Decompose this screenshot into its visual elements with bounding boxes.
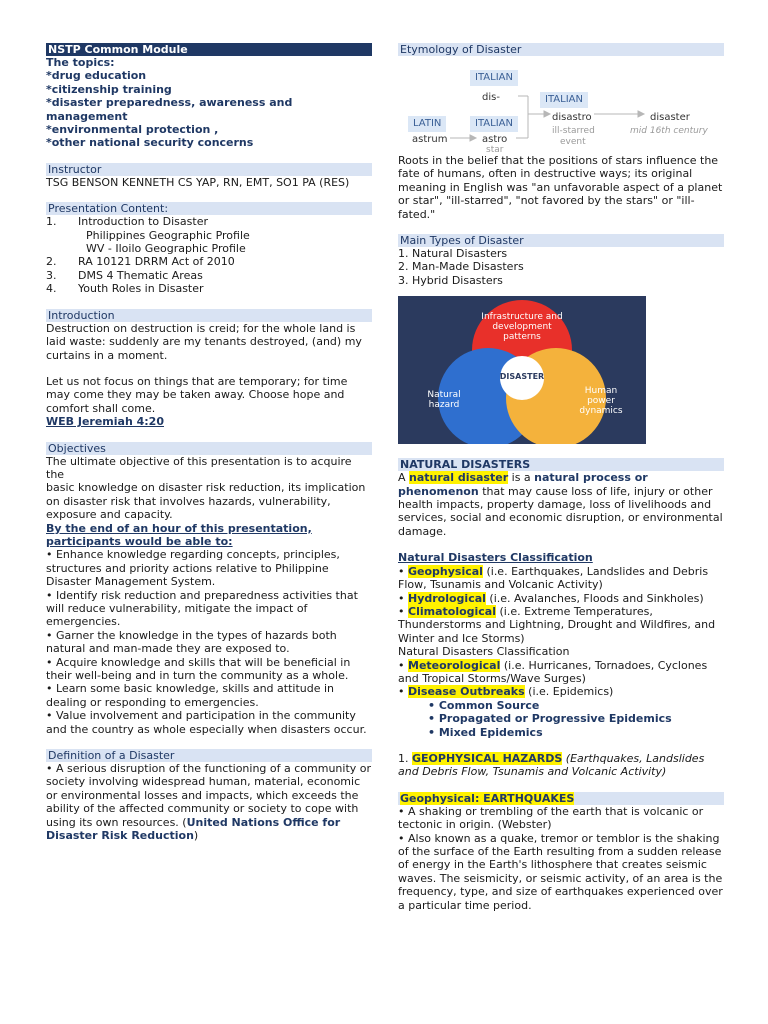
ety-disastro: disastro: [552, 112, 592, 123]
presentation-item: [46, 242, 372, 255]
types-header: Main Types of Disaster: [398, 234, 724, 247]
objective-item: • Value involvement and participation in the community and the country as whole especially when disasters occur.: [46, 709, 367, 736]
classification-highlight: Hydrological: [408, 591, 486, 605]
geophysical-hazards-line: [398, 752, 724, 779]
presentation-item-text: RA 10121 DRRM Act of 2010: [78, 255, 235, 269]
venn-center-label: DISASTER: [499, 372, 545, 382]
classification-repeat: Natural Disasters Classification: [398, 645, 570, 659]
intro-header: Introduction: [46, 309, 372, 322]
ety-astro: astro: [482, 134, 508, 145]
type-item: 2. Man-Made Disasters: [398, 260, 524, 274]
ety-astrum: astrum: [412, 134, 448, 145]
classification-rest: (i.e. Epidemics): [524, 685, 614, 699]
etymology-diagram: [398, 56, 724, 155]
intro-paragraph-1: Destruction on destruction is creid; for the whole land is laid waste: suddenly are my tenants destroyed, (and) my curtains in a moment.: [46, 321, 362, 362]
definition-body: • A serious disruption of the functioning of a community or society involving widespread human, material, economic or environmental losses and impacts, which exceeds the ability of the affected community or society to cope with using its own resources. (: [46, 762, 372, 829]
types-list: [398, 247, 724, 287]
ety-disaster: disaster: [650, 112, 690, 123]
epidemic-item: • Mixed Epidemics: [428, 725, 543, 739]
natural-definition: [398, 471, 724, 538]
earthquake-p2: • Also known as a quake, tremor or temblor is the shaking of the surface of the Earth resulting from a sudden release of energy in the Earth's lithosphere that creates seismic waves. The seismicity, or seismic activity, of an area is the frequency, type, and size of earthquakes experienced over a particular time period.: [398, 831, 723, 912]
topic-item: *environmental protection ,: [46, 123, 219, 137]
natural-disasters-header: NATURAL DISASTERS: [398, 458, 724, 471]
natural-pre: A: [398, 471, 410, 485]
objectives-paragraph-1: The ultimate objective of this presentation is to acquire the: [46, 454, 352, 481]
venn-top-label: Infrastructure and development patterns: [481, 312, 563, 343]
ety-latin: LATIN: [408, 116, 446, 132]
classification-item: • Hydrological (i.e. Avalanches, Floods and Sinkholes): [398, 591, 704, 605]
topic-item: *disaster preparedness, awareness and management: [46, 96, 293, 123]
objective-item: • Garner the knowledge in the types of hazards both natural and man-made they are exposed to.: [46, 628, 337, 656]
earthquakes-header: [398, 792, 724, 805]
instructor-header: Instructor: [46, 163, 372, 176]
presentation-list: [46, 215, 372, 295]
type-item: 3. Hybrid Disasters: [398, 273, 503, 287]
presentation-item-number: 1.: [46, 215, 57, 229]
presentation-item-number: [46, 229, 70, 242]
etymology-text: Roots in the belief that the positions of stars influence the fate of humans, often in destructive ways; its original meaning in English was "an unfavorable aspect of a planet or star", "ill-starred", "not favored by the stars" or "ill-fated.": [398, 154, 723, 221]
classification-rest: (i.e. Avalanches, Floods and Sinkholes): [485, 591, 704, 605]
ety-star: star: [486, 145, 504, 155]
venn-left-label: Natural hazard: [427, 390, 461, 411]
ety-mid-16th-century: mid 16th century: [630, 126, 708, 136]
ety-ill-starred: ill-starred: [552, 126, 595, 136]
presentation-item-number: [46, 242, 70, 255]
classification-highlight: Climatological: [408, 604, 496, 618]
classification-list: [398, 565, 724, 645]
classification-item: • Disease Outbreaks (i.e. Epidemics): [398, 685, 614, 699]
definition-header: Definition of a Disaster: [46, 749, 372, 762]
presentation-item-text: Youth Roles in Disaster: [78, 282, 204, 296]
definition-close: ): [193, 829, 199, 843]
natural-bold: natural process or phenomenon: [398, 471, 648, 498]
objective-item: • Identify risk reduction and preparedness activities that will reduce vulnerability, mitigate the impact of emergencies.: [46, 588, 358, 629]
presentation-item-number: 3.: [46, 268, 57, 282]
classification-item: • Climatological (i.e. Extreme Temperatures, Thunderstorms and Lightning, Drought and Wildfires, and Winter and Ice Storms): [398, 604, 716, 645]
natural-rest: that may cause loss of life, injury or other health impacts, property damage, loss of livelihoods and services, social and economic disruption, or environmental damage.: [398, 484, 723, 538]
classification-rest: (i.e. Earthquakes, Landslides and Debris Flow, Tsunamis and Volcanic Activity): [398, 564, 709, 592]
type-item: 1. Natural Disasters: [398, 247, 508, 261]
left-column: [46, 43, 372, 843]
presentation-item: [46, 255, 372, 268]
classification-list-2: [398, 659, 724, 699]
disaster-venn-diagram: [398, 296, 646, 444]
classification-highlight: Geophysical: [408, 564, 483, 578]
presentation-item: [46, 282, 372, 295]
classification-item: • Geophysical (i.e. Earthquakes, Landslides and Debris Flow, Tsunamis and Volcanic Activity): [398, 564, 709, 592]
topic-item: *other national security concerns: [46, 136, 254, 150]
geo-rest: (Earthquakes, Landslides and Debris Flow, Tsunamis and Volcanic Activity): [398, 751, 705, 779]
intro-reference-link[interactable]: WEB Jeremiah 4:20: [46, 415, 164, 429]
right-column: [398, 43, 724, 912]
presentation-item-text: DMS 4 Thematic Areas: [78, 268, 203, 282]
definition-text: [46, 762, 372, 842]
natural-highlight: natural disaster: [409, 471, 509, 485]
objectives-paragraph-2: basic knowledge on disaster risk reduction, its implication on disaster risk that involves hazards, vulnerability, exposure and capacity.: [46, 481, 366, 522]
etymology-header: Etymology of Disaster: [398, 43, 724, 56]
classification-item: • Meteorological (i.e. Hurricanes, Tornadoes, Cyclones and Tropical Storms/Wave Surges): [398, 658, 708, 685]
epidemics-list: [398, 699, 724, 739]
earthquakes-header-text: Geophysical: EARTHQUAKES: [400, 791, 575, 805]
presentation-item: [46, 269, 372, 282]
epidemic-item: • Propagated or Progressive Epidemics: [428, 712, 672, 726]
classification-highlight: Disease Outbreaks: [408, 685, 525, 699]
topic-item: *citizenship training: [46, 82, 172, 96]
presentation-item: [46, 215, 372, 228]
presentation-item-text: Introduction to Disaster: [78, 215, 208, 229]
module-header: NSTP Common Module: [46, 43, 372, 56]
geo-num: 1.: [398, 751, 412, 765]
presentation-item: [46, 229, 372, 242]
venn-right-label: Human power dynamics: [579, 386, 623, 417]
presentation-item-text: Philippines Geographic Profile: [86, 228, 250, 242]
earthquake-p1: • A shaking or trembling of the earth that is volcanic or tectonic in origin. (Webster): [398, 804, 704, 832]
classification-title: Natural Disasters Classification: [398, 551, 593, 565]
objective-item: • Acquire knowledge and skills that will be beneficial in their well-being and in turn the community as a whole.: [46, 655, 351, 683]
epidemic-item: • Common Source: [428, 698, 540, 712]
definition-source: United Nations Office for Disaster Risk Reduction: [46, 815, 341, 843]
topics-title: The topics:: [46, 56, 115, 69]
objective-item: • Enhance knowledge regarding concepts, principles, structures and priority actions relative to Philippine Disaster Management System.: [46, 548, 340, 589]
objectives-header: Objectives: [46, 442, 372, 455]
ety-italian-1: ITALIAN: [470, 70, 518, 86]
classification-rest: (i.e. Hurricanes, Tornadoes, Cyclones and Tropical Storms/Wave Surges): [398, 658, 708, 685]
topic-item: *drug education: [46, 69, 147, 83]
instructor-name: TSG BENSON KENNETH CS YAP, RN, EMT, SO1 PA (RES): [46, 175, 350, 189]
objectives-list: [46, 548, 372, 736]
presentation-item-number: 4.: [46, 282, 57, 296]
natural-mid: is a: [508, 471, 535, 485]
ety-event: event: [560, 137, 586, 147]
ety-dis: dis-: [482, 92, 500, 103]
objective-item: • Learn some basic knowledge, skills and attitude in dealing or responding to emergencies.: [46, 682, 335, 709]
classification-rest: (i.e. Extreme Temperatures, Thunderstorms and Lightning, Drought and Wildfires, and Winter and Ice Storms): [398, 604, 716, 645]
topics-list: [46, 69, 372, 149]
presentation-item-text: WV - Iloilo Geographic Profile: [86, 242, 246, 256]
geo-highlight: GEOPHYSICAL HAZARDS: [412, 751, 563, 765]
objectives-lead: By the end of an hour of this presentation, participants would be able to:: [46, 521, 312, 548]
intro-paragraph-2: Let us not focus on things that are temporary; for time may come they may be taken away. Choose hope and comfort shall come.: [46, 374, 348, 415]
ety-italian-2: ITALIAN: [540, 92, 588, 108]
ety-italian-3: ITALIAN: [470, 116, 518, 132]
classification-highlight: Meteorological: [408, 658, 501, 672]
presentation-item-number: 2.: [46, 255, 57, 269]
presentation-header: Presentation Content:: [46, 202, 372, 215]
